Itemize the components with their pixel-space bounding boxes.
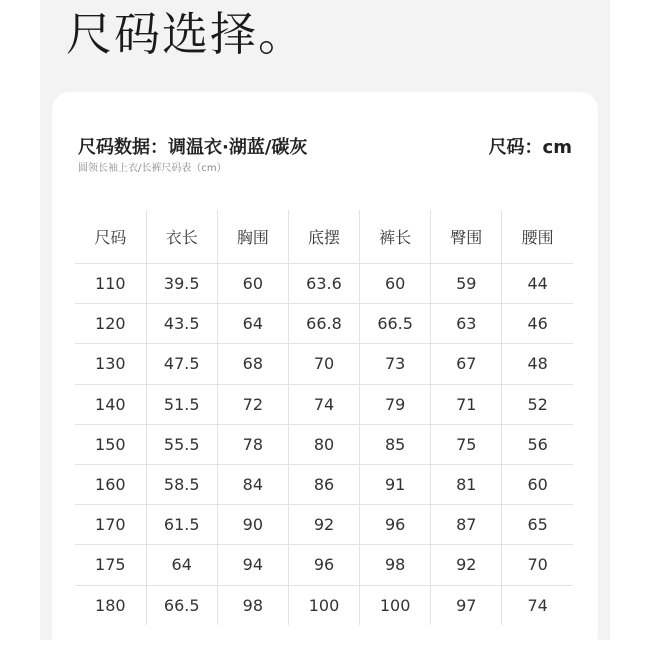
- unit-label: 尺码：cm: [488, 137, 572, 158]
- table-cell: 65: [502, 505, 573, 545]
- table-cell: 70: [502, 545, 573, 585]
- header-length: 衣长: [146, 210, 217, 264]
- table-cell: 150: [75, 424, 146, 464]
- table-cell: 51.5: [146, 384, 217, 424]
- table-cell: 56: [502, 424, 573, 464]
- size-table: [75, 210, 573, 625]
- table-cell: 85: [360, 424, 431, 464]
- table-cell: 67: [431, 344, 502, 384]
- table-cell: 66.5: [360, 304, 431, 344]
- table-cell: 44: [502, 264, 573, 304]
- table-cell: 94: [217, 545, 288, 585]
- table-cell: 73: [360, 344, 431, 384]
- table-cell: 66.8: [288, 304, 359, 344]
- table-cell: 140: [75, 384, 146, 424]
- table-row: [75, 344, 573, 384]
- header-hem: 底摆: [288, 210, 359, 264]
- table-cell: 39.5: [146, 264, 217, 304]
- header-waist: 腰围: [502, 210, 573, 264]
- table-cell: 71: [431, 384, 502, 424]
- table-cell: 58.5: [146, 464, 217, 504]
- table-cell: 100: [360, 585, 431, 625]
- table-cell: 60: [360, 264, 431, 304]
- table-cell: 81: [431, 464, 502, 504]
- table-cell: 74: [502, 585, 573, 625]
- table-cell: 96: [288, 545, 359, 585]
- table-row: [75, 384, 573, 424]
- table-cell: 98: [217, 585, 288, 625]
- table-cell: 92: [431, 545, 502, 585]
- table-cell: 63.6: [288, 264, 359, 304]
- card-heading: 尺码数据：调温衣·湖蓝/碳灰: [78, 137, 308, 158]
- table-cell: 96: [360, 505, 431, 545]
- table-cell: 74: [288, 384, 359, 424]
- table-cell: 46: [502, 304, 573, 344]
- table-cell: 180: [95, 595, 126, 615]
- table-row: [75, 464, 573, 504]
- table-cell: 175: [75, 545, 146, 585]
- table-cell: 43.5: [146, 304, 217, 344]
- table-cell: 92: [288, 505, 359, 545]
- table-cell: 61.5: [146, 505, 217, 545]
- table-cell: 64: [146, 545, 217, 585]
- table-cell: 86: [288, 464, 359, 504]
- table-cell: 60: [502, 464, 573, 504]
- table-cell: 80: [288, 424, 359, 464]
- table-cell: 97: [431, 585, 502, 625]
- table-header-row: [75, 210, 573, 264]
- table-cell: 90: [217, 505, 288, 545]
- table-cell: 120: [75, 304, 146, 344]
- page-title: 尺码选择。: [66, 7, 306, 61]
- table-cell: 170: [75, 505, 146, 545]
- table-row: [75, 585, 573, 625]
- table-row: [75, 264, 573, 304]
- header-hip: 臀围: [431, 210, 502, 264]
- table-cell: 87: [431, 505, 502, 545]
- header-chest: 胸围: [217, 210, 288, 264]
- table-cell: 47.5: [146, 344, 217, 384]
- table-cell: 70: [288, 344, 359, 384]
- table-row: [75, 505, 573, 545]
- table-cell: 59: [431, 264, 502, 304]
- header-size: 尺码: [75, 210, 146, 264]
- table-cell: 52: [502, 384, 573, 424]
- table-cell: 130: [75, 344, 146, 384]
- table-cell: 66.5: [146, 585, 217, 625]
- table-cell: 84: [217, 464, 288, 504]
- table-cell: 98: [360, 545, 431, 585]
- table-cell: 48: [502, 344, 573, 384]
- table-cell: 60: [217, 264, 288, 304]
- table-cell: 64: [217, 304, 288, 344]
- table-row: [75, 424, 573, 464]
- table-cell: 75: [431, 424, 502, 464]
- table-cell: 55.5: [146, 424, 217, 464]
- table-cell: 72: [217, 384, 288, 424]
- table-cell: 160: [75, 464, 146, 504]
- table-cell: 68: [217, 344, 288, 384]
- table-cell: 91: [360, 464, 431, 504]
- table-cell: 110: [75, 264, 146, 304]
- card-subtitle: 圆领长袖上衣/长裤尺码表（cm）: [78, 163, 227, 174]
- table-cell: 63: [431, 304, 502, 344]
- table-row: [75, 304, 573, 344]
- table-row: [75, 545, 573, 585]
- table-cell: 100: [288, 585, 359, 625]
- table-cell: 79: [360, 384, 431, 424]
- header-pants-length: 裤长: [360, 210, 431, 264]
- table-cell: 78: [217, 424, 288, 464]
